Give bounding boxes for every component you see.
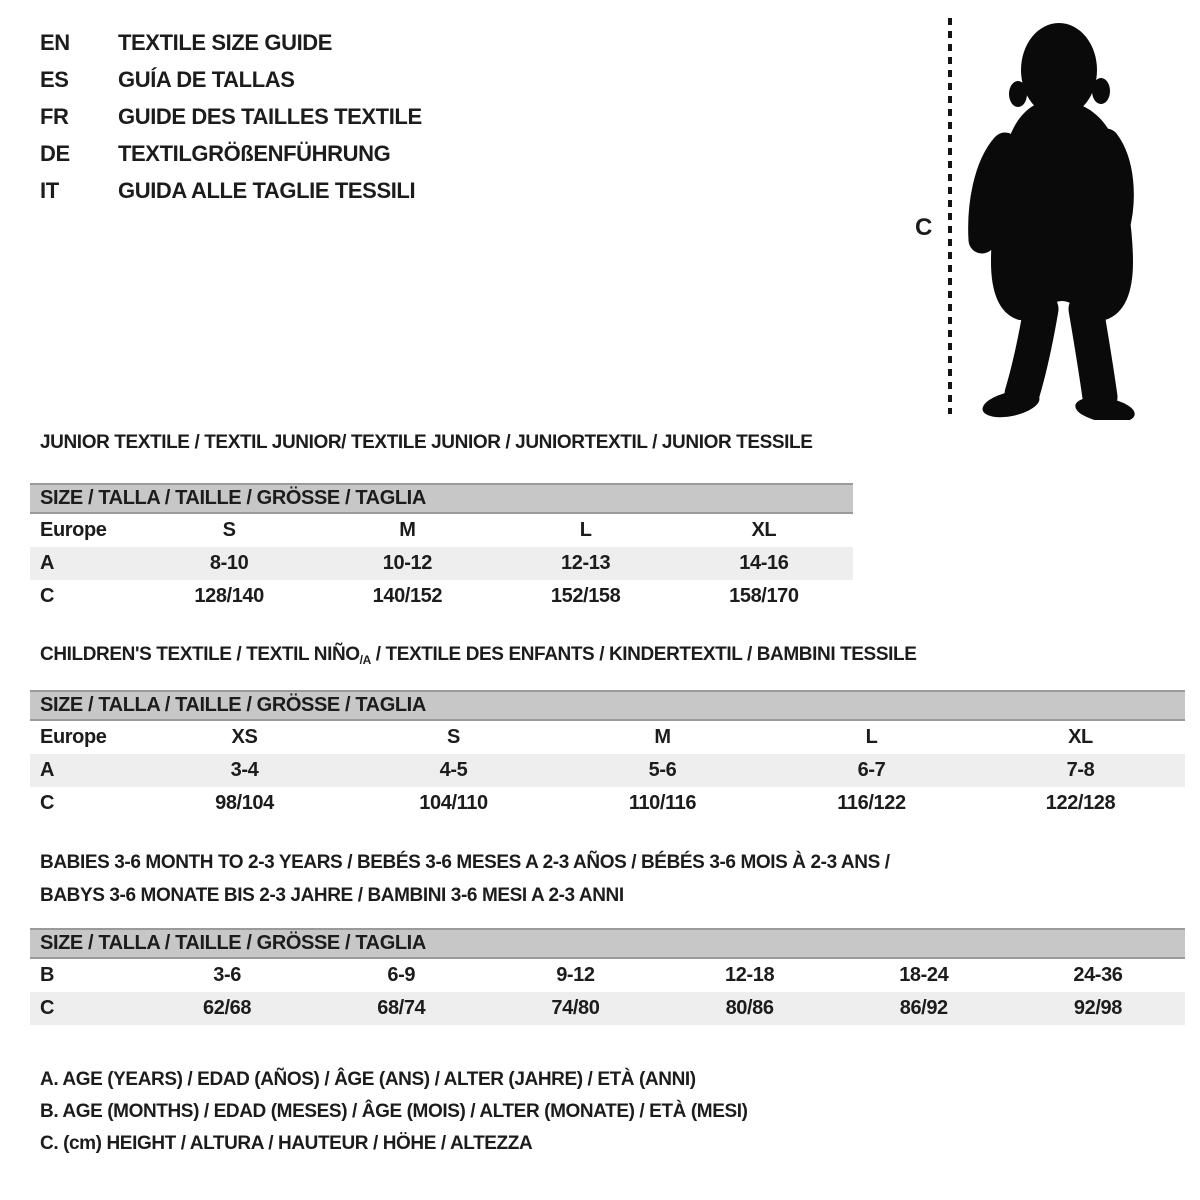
language-row-en [40,24,422,61]
babies-section-title [40,846,890,912]
measurement-legend [40,1064,748,1160]
row-value: 62/68 [203,997,252,1019]
language-row-de [40,135,422,172]
language-code: EN [40,30,70,55]
table-row-months [30,959,1185,992]
row-value: XL [751,519,777,541]
row-value: 5-6 [648,759,677,781]
row-value: L [865,726,878,748]
row-value: S [447,726,460,748]
row-value: 3-6 [213,964,241,986]
row-value: 80/86 [725,997,774,1019]
row-label: C [40,997,55,1019]
row-label: A [40,759,55,781]
babies-title-line1: BABIES 3-6 MONTH TO 2-3 YEARS / BEBÉS 3-6 MESES A 2-3 AÑOS / BÉBÉS 3-6 MOIS À 2-3 ANS / [40,852,890,873]
row-value: 122/128 [1045,792,1116,814]
row-value: 18-24 [899,964,949,986]
row-value: 12-18 [725,964,775,986]
language-code: DE [40,141,70,166]
row-value: 116/122 [837,792,906,814]
row-value: 24-36 [1073,964,1123,986]
children-title-text: / TEXTILE DES ENFANTS / KINDERTEXTIL / BAMBINI TESSILE [370,644,917,665]
language-title: GUIDE DES TAILLES TEXTILE [118,104,422,129]
row-value: 3-4 [230,759,259,781]
language-code: FR [40,104,69,129]
language-title: GUÍA DE TALLAS [118,67,295,92]
table-row-age [30,547,853,580]
children-title-text: CHILDREN'S TEXTILE / TEXTIL NIÑO [40,644,360,665]
size-header-bar: SIZE / TALLA / TAILLE / GRÖSSE / TAGLIA [30,690,1185,721]
toddler-silhouette-icon [980,23,1136,420]
row-value: M [654,726,671,748]
row-label: A [40,552,55,574]
height-measure-label: C [915,214,933,241]
table-row-height [30,787,1185,820]
language-title: GUIDA ALLE TAGLIE TESSILI [118,178,416,203]
row-label: B [40,964,55,986]
table-row-height [30,580,853,613]
row-value: 140/152 [372,585,443,607]
row-label: C [40,792,55,814]
row-value: 104/110 [419,792,488,814]
children-section-title [40,644,916,667]
row-value: XL [1068,726,1093,748]
row-value: L [579,519,592,541]
row-value: 6-7 [857,759,886,781]
row-value: S [222,519,236,541]
row-label: Europe [40,519,107,541]
row-value: M [399,519,416,541]
row-label: C [40,585,55,607]
row-value: 9-12 [556,964,595,986]
legend-line-a: A. AGE (YEARS) / EDAD (AÑOS) / ÂGE (ANS) / ALTER (JAHRE) / ETÀ (ANNI) [40,1069,696,1090]
babies-size-table [30,928,1185,1025]
size-header-bar: SIZE / TALLA / TAILLE / GRÖSSE / TAGLIA [30,928,1185,959]
row-value: XS [231,726,258,748]
language-row-fr [40,98,422,135]
row-value: 86/92 [899,997,948,1019]
junior-size-table [30,483,853,613]
row-value: 4-5 [439,759,468,781]
table-row-age [30,754,1185,787]
row-value: 74/80 [551,997,600,1019]
row-value: 158/170 [729,585,799,607]
children-title-subscript: /A [359,653,371,667]
legend-line-c: C. (cm) HEIGHT / ALTURA / HAUTEUR / HÖHE / ALTEZZA [40,1133,533,1154]
row-value: 6-9 [387,964,416,986]
row-value: 7-8 [1066,759,1095,781]
language-title-list [40,24,422,209]
row-value: 14-16 [739,552,789,574]
row-value: 98/104 [215,792,274,814]
language-row-es [40,61,422,98]
row-value: 92/98 [1073,997,1122,1019]
legend-line-b: B. AGE (MONTHS) / EDAD (MESES) / ÂGE (MOIS) / ALTER (MONATE) / ETÀ (MESI) [40,1101,748,1122]
language-title: TEXTILE SIZE GUIDE [118,30,333,55]
language-code: ES [40,67,69,92]
children-size-table [30,690,1185,820]
row-value: 128/140 [194,585,264,607]
row-value: 10-12 [382,552,432,574]
language-code: IT [40,178,59,203]
table-row-europe [30,514,853,547]
size-header-bar: SIZE / TALLA / TAILLE / GRÖSSE / TAGLIA [30,483,853,514]
junior-section-title: JUNIOR TEXTILE / TEXTIL JUNIOR/ TEXTILE JUNIOR / JUNIORTEXTIL / JUNIOR TESSILE [40,432,813,453]
babies-title-line2: BABYS 3-6 MONATE BIS 2-3 JAHRE / BAMBINI 3-6 MESI A 2-3 ANNI [40,885,624,906]
language-title: TEXTILGRÖßENFÜHRUNG [118,141,391,166]
row-value: 12-13 [561,552,611,574]
measure-figure [905,6,1160,420]
row-value: 68/74 [377,997,426,1019]
table-row-height [30,992,1185,1025]
row-value: 8-10 [209,552,249,574]
language-row-it [40,172,422,209]
row-value: 152/158 [550,585,621,607]
table-row-europe [30,721,1185,754]
row-label: Europe [40,726,107,748]
row-value: 110/116 [628,792,697,814]
